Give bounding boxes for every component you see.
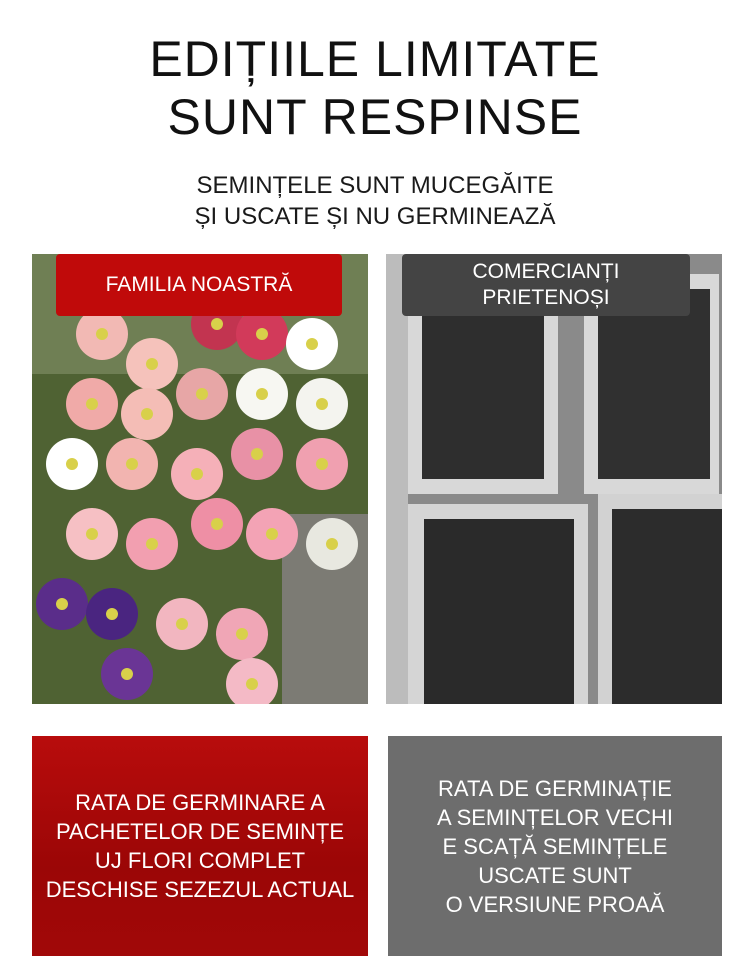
panel-left-line-2: PACHETELOR DE SEMINȚE — [55, 819, 345, 844]
flower-center — [146, 358, 158, 370]
our-germination-panel — [32, 736, 368, 956]
flower-center — [126, 458, 138, 470]
flower-center — [316, 398, 328, 410]
merchants-germination-panel — [388, 736, 722, 956]
flower-center — [316, 458, 328, 470]
flower-center — [141, 408, 153, 420]
flower-center — [146, 538, 158, 550]
flower-center — [251, 448, 263, 460]
flower-center — [196, 388, 208, 400]
flower-center — [106, 608, 118, 620]
our-family-label: FAMILIA NOASTRĂ — [56, 254, 342, 316]
main-title — [0, 30, 750, 146]
friendly-merchants-label — [402, 254, 690, 316]
flower-center — [191, 468, 203, 480]
flower-center — [256, 388, 268, 400]
flower-center — [246, 678, 258, 690]
merchants-label-line-1: COMERCIANȚI — [472, 260, 620, 283]
title-line-1: EDIȚIILE LIMITATE — [149, 31, 601, 87]
flower-center — [176, 618, 188, 630]
flower-center — [121, 668, 133, 680]
panel-left-line-4: DESCHISE SEZEZUL ACTUAL — [45, 877, 355, 902]
panel-right-line-2: A SEMINȚELOR VECHI — [437, 804, 673, 830]
flower-center — [66, 458, 78, 470]
soil-trays-photo — [386, 254, 722, 704]
soil-trays-illustration — [386, 254, 722, 704]
subtitle-line-2: ȘI USCATE ȘI NU GERMINEAZĂ — [194, 203, 556, 230]
panel-left-line-3: UJ FLORI COMPLET — [94, 848, 306, 873]
flower-center — [306, 338, 318, 350]
flower-center — [86, 528, 98, 540]
panel-right-line-4: USCATE SUNT — [478, 862, 632, 888]
merchants-label-line-2: PRIETENOȘI — [482, 286, 610, 309]
flowers-illustration — [32, 254, 368, 704]
subtitle-line-1: SEMINȚELE SUNT MUCEGĂITE — [196, 172, 554, 199]
flower-center — [326, 538, 338, 550]
flower-center — [256, 328, 268, 340]
flower-center — [86, 398, 98, 410]
flower-center — [266, 528, 278, 540]
panel-right-line-3: E SCAȚĂ SEMINȚELE — [442, 833, 668, 859]
title-line-2: SUNT RESPINSE — [167, 89, 583, 145]
flower-center — [211, 318, 223, 330]
flower-center — [56, 598, 68, 610]
panel-right-line-5: O VERSIUNE PROAĂ — [445, 891, 665, 917]
panel-left-line-1: RATA DE GERMINARE A — [75, 790, 325, 815]
flower-center — [211, 518, 223, 530]
panel-right-line-1: RATA DE GERMINAȚIE — [438, 775, 672, 801]
flower-center — [96, 328, 108, 340]
subtitle — [0, 170, 750, 232]
flower-center — [236, 628, 248, 640]
flowers-photo — [32, 254, 368, 704]
